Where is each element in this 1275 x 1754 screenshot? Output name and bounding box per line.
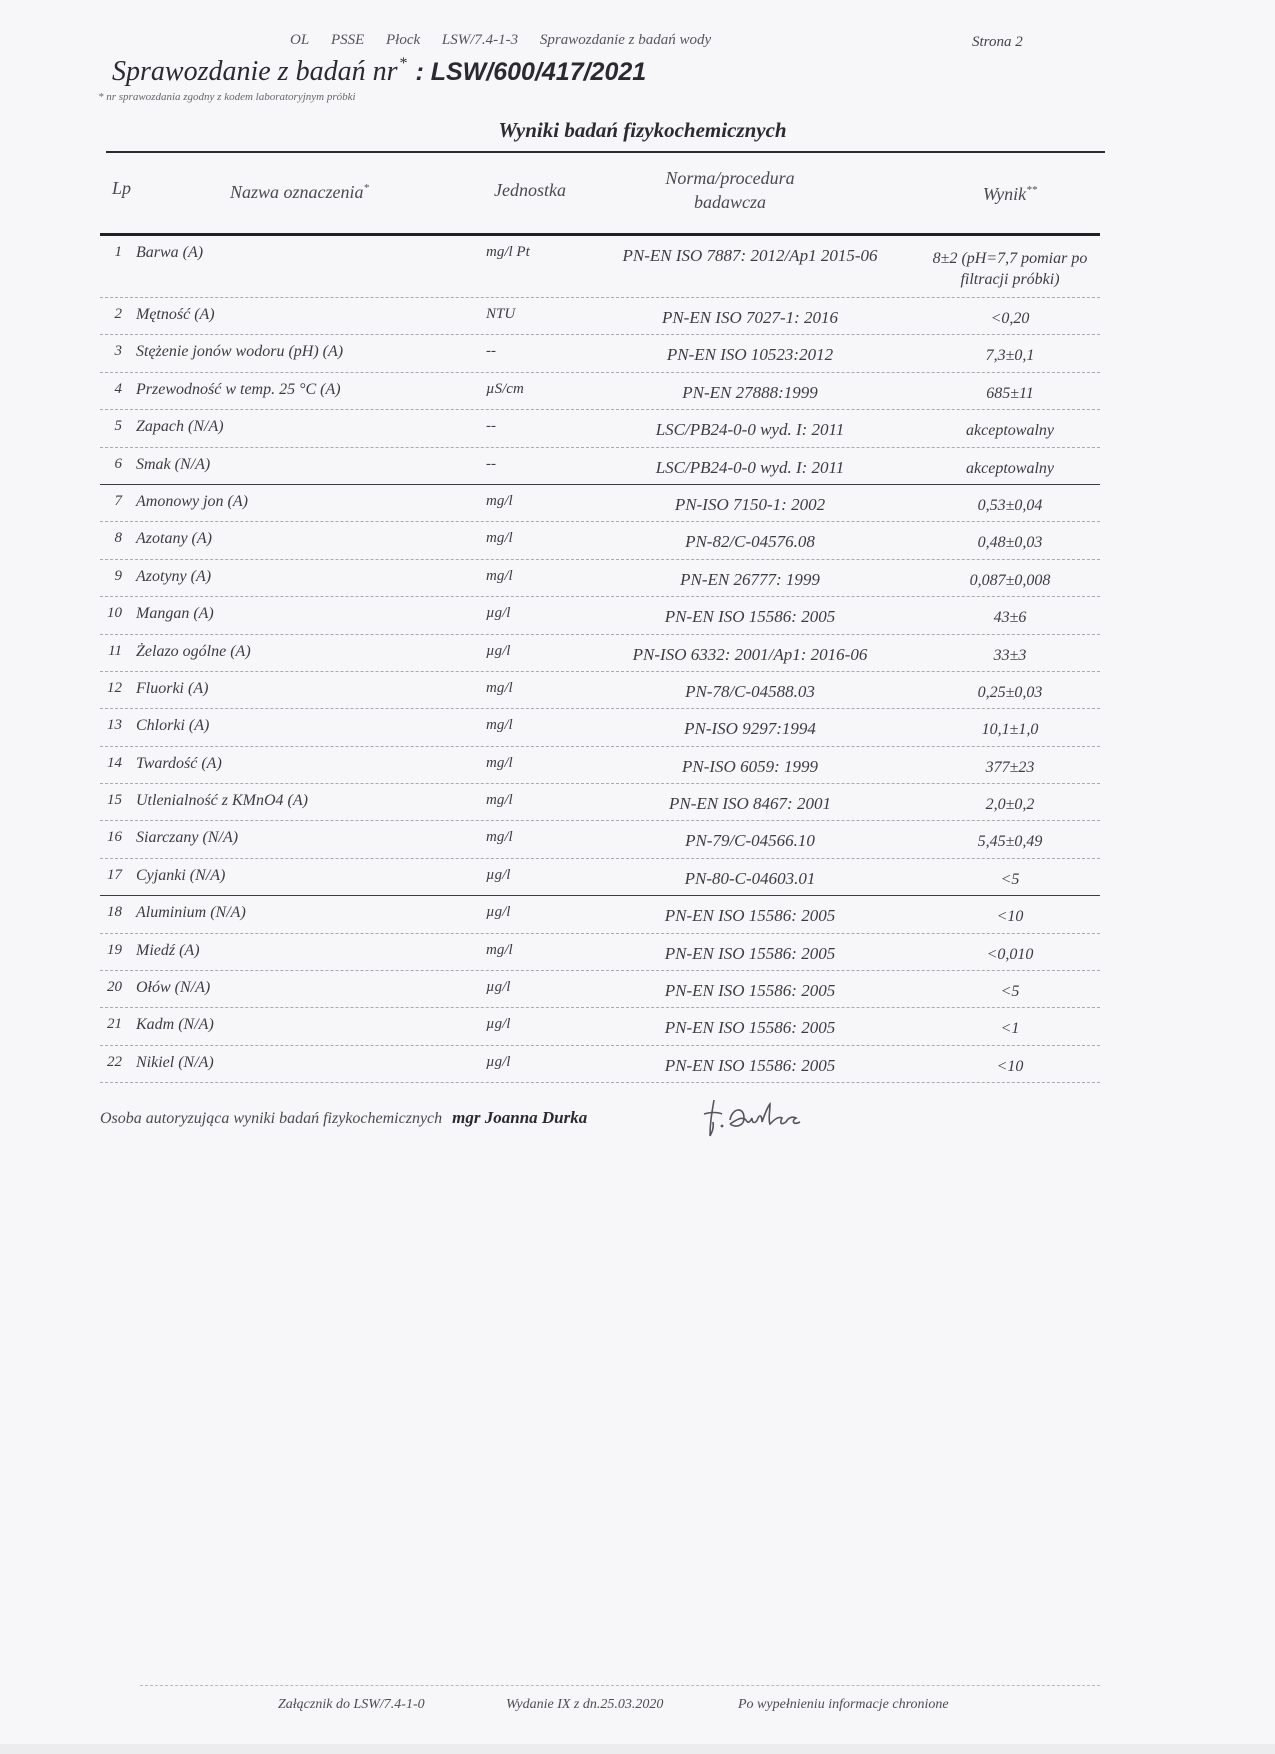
row-unit: mg/l <box>486 679 513 696</box>
table-row <box>100 672 1100 709</box>
table-top-rule <box>106 151 1105 153</box>
city: Płock <box>386 32 421 48</box>
signature-image <box>700 1092 830 1152</box>
column-header-name-star: * <box>363 182 370 194</box>
row-norm: PN-EN ISO 15586: 2005 <box>664 607 836 627</box>
row-lp: 22 <box>107 1053 122 1070</box>
table-row <box>100 821 1100 858</box>
row-lp: 14 <box>107 754 122 771</box>
page-edge <box>0 1744 1275 1754</box>
row-lp: 12 <box>107 679 122 696</box>
row-lp: 17 <box>107 866 122 883</box>
row-lp: 15 <box>107 792 122 809</box>
table-row <box>100 298 1100 335</box>
row-result: <5 <box>1000 870 1020 888</box>
row-lp: 9 <box>114 567 122 584</box>
table-row <box>100 934 1100 971</box>
row-parameter-name: Cyjanki (N/A) <box>136 866 226 884</box>
row-norm: PN-79/C-04566.10 <box>685 831 815 851</box>
row-lp: 6 <box>114 455 122 472</box>
row-parameter-name: Siarczany (N/A) <box>136 829 239 847</box>
form-name: Sprawozdanie z badań wody <box>539 32 712 48</box>
row-result: 0,53±0,04 <box>977 496 1043 514</box>
column-header-result-label: Wynik <box>982 184 1027 204</box>
row-norm: PN-ISO 9297:1994 <box>684 719 816 739</box>
row-result: 0,48±0,03 <box>977 534 1043 552</box>
row-lp: 13 <box>107 717 122 734</box>
form-header <box>290 32 1090 49</box>
row-norm: PN-78/C-04588.03 <box>685 681 815 701</box>
row-lp: 19 <box>107 941 122 958</box>
row-result: 8±2 (pH=7,7 pomiar po filtracji próbki) <box>932 250 1088 288</box>
section-title: Wyniki badań fizykochemicznych <box>498 118 787 142</box>
row-lp: 18 <box>107 904 122 921</box>
row-parameter-name: Ołów (N/A) <box>136 979 211 997</box>
row-norm: PN-EN ISO 15586: 2005 <box>664 1055 836 1075</box>
row-result: 10,1±1,0 <box>981 721 1039 739</box>
row-result: <0,010 <box>986 945 1034 963</box>
row-parameter-name: Chlorki (A) <box>136 717 210 735</box>
row-result: 2,0±0,2 <box>985 796 1035 814</box>
report-title <box>112 56 646 88</box>
table-row <box>100 784 1100 821</box>
form-code: LSW/7.4-1-3 <box>441 32 519 48</box>
authorizing-person: mgr Joanna Durka <box>452 1108 588 1127</box>
row-norm: PN-EN ISO 7027-1: 2016 <box>661 308 839 327</box>
table-row <box>100 635 1100 672</box>
org-code: PSSE <box>330 32 365 48</box>
row-lp: 8 <box>114 530 122 547</box>
row-parameter-name: Przewodność w temp. 25 °C (A) <box>136 380 341 398</box>
row-lp: 11 <box>108 642 122 659</box>
row-parameter-name: Mętność (A) <box>136 306 215 323</box>
row-unit: mg/l <box>486 941 513 958</box>
row-norm: PN-ISO 7150-1: 2002 <box>674 494 826 514</box>
row-parameter-name: Zapach (N/A) <box>136 418 224 436</box>
row-unit: mg/l <box>486 829 513 846</box>
row-unit: mg/l Pt <box>486 244 530 260</box>
row-unit: mg/l <box>486 567 513 584</box>
report-title-label: Sprawozdanie z badań nr <box>112 56 398 87</box>
table-row <box>100 896 1100 933</box>
table-row <box>100 709 1100 746</box>
row-result: 7,3±0,1 <box>985 347 1035 365</box>
row-parameter-name: Amonowy jon (A) <box>136 492 248 510</box>
footer-rule <box>140 1685 1100 1686</box>
row-unit: µg/l <box>486 979 511 996</box>
row-result: 0,25±0,03 <box>977 683 1043 701</box>
row-norm: PN-82/C-04576.08 <box>685 532 815 552</box>
row-norm: PN-EN ISO 15586: 2005 <box>664 906 836 926</box>
row-result: akceptowalny <box>966 422 1054 440</box>
row-unit: mg/l <box>486 754 513 771</box>
row-unit: -- <box>486 418 496 435</box>
results-table <box>100 236 1100 1083</box>
column-header-name-label: Nazwa oznaczenia <box>230 182 364 202</box>
row-unit: µg/l <box>486 1016 511 1033</box>
row-unit: mg/l <box>486 792 513 809</box>
row-unit: µg/l <box>486 605 511 622</box>
row-lp: 4 <box>114 380 122 397</box>
row-unit: mg/l <box>486 717 513 734</box>
row-unit: µg/l <box>486 1053 511 1070</box>
table-row <box>100 448 1100 485</box>
row-parameter-name: Miedź (A) <box>136 941 200 959</box>
column-header-norm-line2: badawcza <box>694 192 766 212</box>
report-title-star: * <box>399 54 408 72</box>
row-result: 33±3 <box>993 646 1027 664</box>
table-row <box>100 560 1100 597</box>
table-row <box>100 373 1100 410</box>
row-parameter-name: Mangan (A) <box>136 605 214 623</box>
row-lp: 16 <box>107 829 122 846</box>
row-lp: 10 <box>107 605 122 622</box>
footer-edition: Wydanie IX z dn.25.03.2020 <box>506 1697 664 1712</box>
row-norm: PN-EN ISO 10523:2012 <box>666 345 834 365</box>
row-parameter-name: Kadm (N/A) <box>136 1016 214 1034</box>
row-unit: -- <box>486 455 496 472</box>
table-row <box>100 971 1100 1008</box>
column-header-name <box>230 176 450 204</box>
page-number: Strona 2 <box>972 34 1023 50</box>
row-norm: PN-EN 27888:1999 <box>682 382 818 402</box>
authorization-label: Osoba autoryzująca wyniki badań fizykochemicznych <box>100 1110 443 1127</box>
row-norm: PN-EN ISO 8467: 2001 <box>669 794 831 814</box>
table-row <box>100 1046 1100 1083</box>
row-norm: PN-80-C-04603.01 <box>684 868 816 888</box>
row-unit: -- <box>486 343 496 360</box>
row-unit: µS/cm <box>486 380 524 397</box>
row-result: <5 <box>1000 983 1020 1001</box>
row-result: akceptowalny <box>966 459 1054 477</box>
row-unit: mg/l <box>486 530 513 547</box>
row-lp: 3 <box>114 343 122 360</box>
column-header-norm <box>580 166 880 214</box>
row-norm: PN-EN ISO 15586: 2005 <box>664 943 836 963</box>
row-unit: NTU <box>486 306 516 322</box>
row-parameter-name: Fluorki (A) <box>136 679 209 697</box>
table-row <box>100 859 1100 896</box>
row-result: <10 <box>996 908 1024 926</box>
row-parameter-name: Azotyny (A) <box>136 567 212 585</box>
row-unit: µg/l <box>486 904 511 921</box>
row-norm: PN-EN ISO 15586: 2005 <box>664 981 836 1001</box>
table-row <box>100 236 1100 298</box>
row-parameter-name: Smak (N/A) <box>136 455 211 473</box>
table-row <box>100 335 1100 372</box>
row-parameter-name: Barwa (A) <box>136 244 204 261</box>
table-row <box>100 485 1100 522</box>
report-number: : LSW/600/417/2021 <box>415 58 647 86</box>
row-result: 5,45±0,49 <box>977 833 1043 851</box>
row-result: 377±23 <box>985 758 1035 776</box>
row-parameter-name: Żelazo ogólne (A) <box>136 642 251 660</box>
row-lp: 7 <box>114 492 122 509</box>
row-result: 43±6 <box>993 609 1027 627</box>
row-result: 685±11 <box>986 384 1034 402</box>
row-lp: 1 <box>114 244 122 260</box>
column-header-result-star: ** <box>1026 184 1038 196</box>
footer-attachment: Załącznik do LSW/7.4-1-0 <box>278 1697 425 1712</box>
row-result: <1 <box>1000 1020 1020 1038</box>
row-parameter-name: Nikiel (N/A) <box>136 1053 214 1071</box>
row-norm: PN-EN ISO 7887: 2012/Ap1 2015-06 <box>622 246 878 265</box>
row-result: <10 <box>996 1057 1024 1075</box>
column-header-unit: Jednostka <box>494 180 566 200</box>
column-header-norm-line1: Norma/procedura <box>665 168 795 188</box>
row-parameter-name: Utlenialność z KMnO4 (A) <box>136 792 308 810</box>
row-norm: PN-EN 26777: 1999 <box>680 569 820 589</box>
table-row <box>100 410 1100 447</box>
row-norm: LSC/PB24-0-0 wyd. I: 2011 <box>655 457 845 477</box>
row-lp: 5 <box>114 418 122 435</box>
row-unit: µg/l <box>486 866 511 883</box>
table-row <box>100 522 1100 559</box>
row-result: <0,20 <box>990 310 1030 327</box>
row-parameter-name: Stężenie jonów wodoru (pH) (A) <box>136 343 344 361</box>
column-header-result <box>940 178 1080 206</box>
row-parameter-name: Aluminium (N/A) <box>136 904 246 922</box>
row-norm: PN-ISO 6332: 2001/Ap1: 2016-06 <box>632 644 868 664</box>
row-result: 0,087±0,008 <box>969 571 1051 589</box>
table-row <box>100 1008 1100 1045</box>
row-lp: 21 <box>107 1016 122 1033</box>
report-number-note: * nr sprawozdania zgodny z kodem laboratoryjnym próbki <box>98 91 356 103</box>
lab-code: OL <box>290 32 310 48</box>
row-norm: LSC/PB24-0-0 wyd. I: 2011 <box>655 420 845 440</box>
row-unit: µg/l <box>486 642 511 659</box>
row-unit: mg/l <box>486 492 513 509</box>
row-parameter-name: Twardość (A) <box>136 754 222 772</box>
table-row <box>100 597 1100 634</box>
authorization-line <box>100 1108 587 1128</box>
row-norm: PN-EN ISO 15586: 2005 <box>664 1018 836 1038</box>
column-header-lp: Lp <box>112 178 132 198</box>
row-lp: 2 <box>114 306 122 322</box>
row-norm: PN-ISO 6059: 1999 <box>682 756 818 776</box>
row-lp: 20 <box>107 979 122 996</box>
row-parameter-name: Azotany (A) <box>136 530 212 548</box>
table-row <box>100 747 1100 784</box>
footer-confidential: Po wypełnieniu informacje chronione <box>738 1697 949 1712</box>
